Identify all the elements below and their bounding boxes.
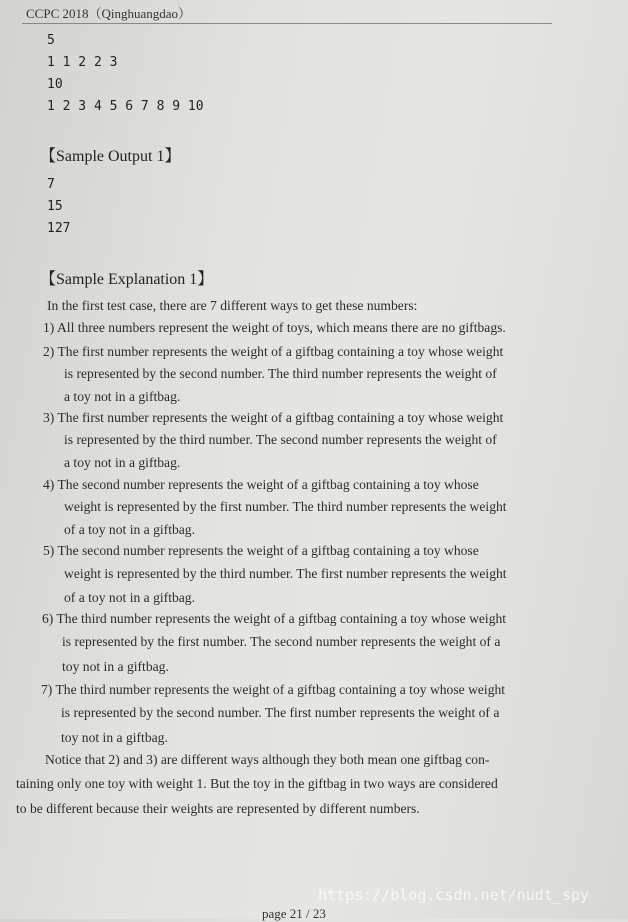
notice-line-1: Notice that 2) and 3) are different ways although they both mean one giftbag con- [45, 752, 490, 767]
explanation-item-6-line-3: toy not in a giftbag. [62, 659, 169, 674]
sample-input-line: 1 1 2 2 3 [47, 55, 118, 70]
explanation-item-3-line-1: 3) The first number represents the weight of a giftbag containing a toy whose weight [43, 410, 504, 425]
explanation-item-3-line-3: a toy not in a giftbag. [64, 455, 181, 470]
explanation-item-5-line-2: weight is represented by the third number. The first number represents the weight [64, 566, 507, 581]
explanation-item-7-line-2: is represented by the second number. The first number represents the weight of a [61, 705, 500, 720]
explanation-item-2-line-3: a toy not in a giftbag. [64, 389, 181, 404]
explanation-item-5-line-1: 5) The second number represents the weight of a giftbag containing a toy whose [43, 543, 479, 558]
explanation-item-1-line-1: 1) All three numbers represent the weight of toys, which means there are no giftbags. [43, 320, 506, 335]
notice-line-2: taining only one toy with weight 1. But the toy in the giftbag in two ways are considered [16, 776, 498, 791]
explanation-item-5-line-3: of a toy not in a giftbag. [64, 590, 195, 605]
page-number: page 21 / 23 [262, 906, 326, 921]
sample-input-line: 10 [47, 77, 63, 92]
explanation-item-7-line-3: toy not in a giftbag. [61, 730, 168, 745]
sample-output-line: 127 [47, 221, 71, 236]
sample-output-line: 15 [47, 199, 63, 214]
explanation-intro: In the first test case, there are 7 different ways to get these numbers: [47, 298, 418, 313]
explanation-item-4-line-1: 4) The second number represents the weight of a giftbag containing a toy whose [43, 477, 479, 492]
explanation-item-6-line-2: is represented by the first number. The second number represents the weight of a [62, 634, 501, 649]
explanation-item-4-line-3: of a toy not in a giftbag. [64, 522, 195, 537]
watermark-url: https://blog.csdn.net/nudt_spy [318, 886, 589, 904]
sample-output-title: 【Sample Output 1】 [40, 148, 181, 165]
notice-line-3: to be different because their weights are represented by different numbers. [16, 801, 420, 816]
sample-input-line: 5 [47, 33, 55, 48]
page-header: CCPC 2018（Qinghuangdao） [26, 6, 192, 21]
explanation-item-2-line-2: is represented by the second number. The third number represents the weight of [64, 366, 497, 381]
sample-explanation-title: 【Sample Explanation 1】 [40, 271, 214, 288]
sample-input-line: 1 2 3 4 5 6 7 8 9 10 [47, 99, 204, 114]
explanation-item-6-line-1: 6) The third number represents the weight of a giftbag containing a toy whose weight [42, 611, 507, 626]
header-rule [22, 23, 552, 24]
explanation-item-4-line-2: weight is represented by the first number. The third number represents the weight [64, 499, 507, 514]
explanation-item-2-line-1: 2) The first number represents the weight of a giftbag containing a toy whose weight [43, 344, 504, 359]
explanation-item-7-line-1: 7) The third number represents the weight of a giftbag containing a toy whose weight [41, 682, 506, 697]
sample-output-line: 7 [47, 177, 55, 192]
explanation-item-3-line-2: is represented by the third number. The second number represents the weight of [64, 432, 497, 447]
